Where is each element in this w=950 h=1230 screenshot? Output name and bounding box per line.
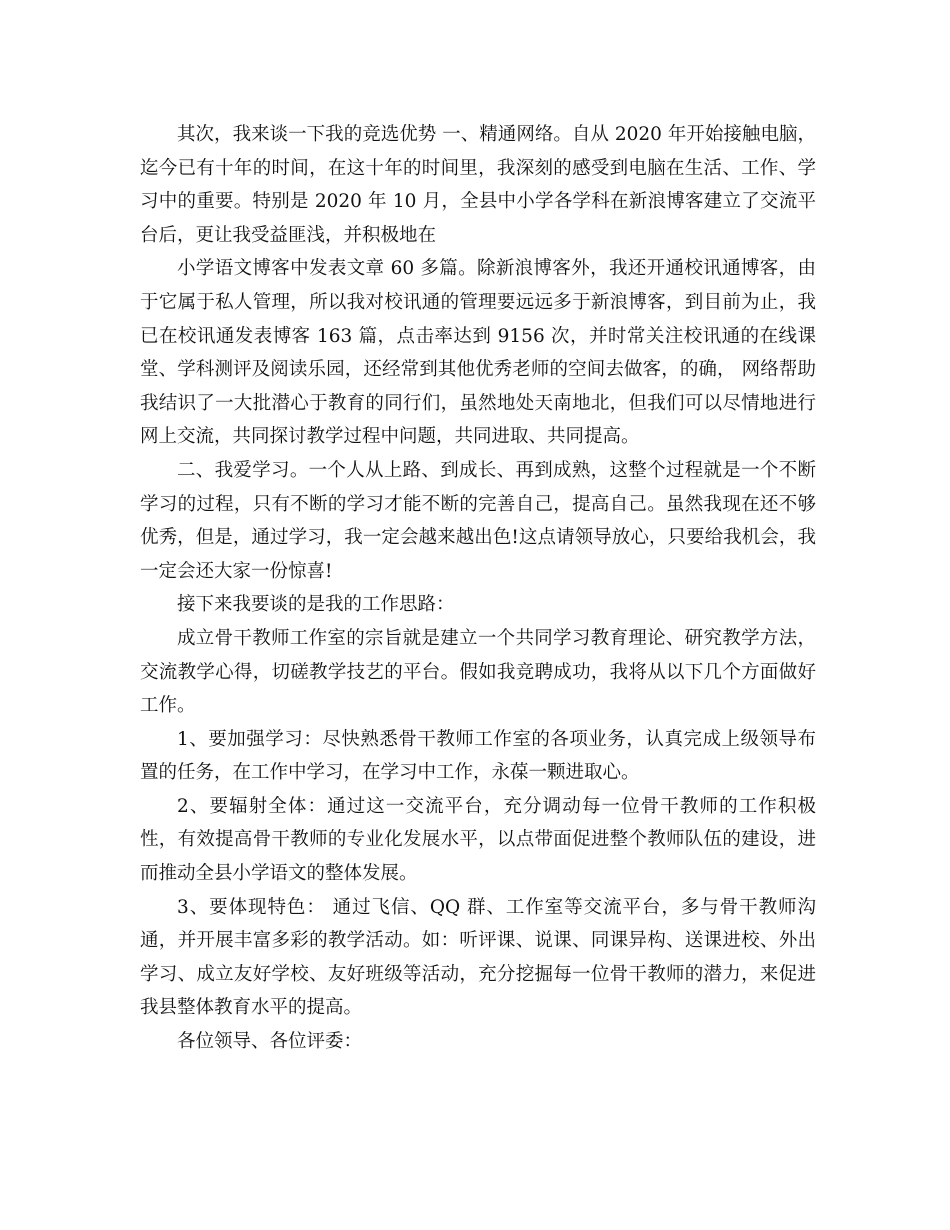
- paragraph-point-1: 1、要加强学习：尽快熟悉骨干教师工作室的各项业务，认真完成上级领导布置的任务，在工作中学习，在学习中工作，永葆一颗进取心。: [140, 728, 816, 784]
- paragraph-studio-purpose: 成立骨干教师工作室的宗旨就是建立一个共同学习教育理论、研究教学方法，交流教学心得，切磋教学技艺的平台。假如我竞聘成功，我将从以下几个方面做好工作。: [140, 627, 816, 717]
- paragraph-point-2: 2、要辐射全体：通过这一交流平台，充分调动每一位骨干教师的工作积极性，有效提高骨干教师的专业化发展水平，以点带面促进整个教师队伍的建设，进而推动全县小学语文的整体发展。: [140, 795, 816, 885]
- paragraph-closing-address: 各位领导、各位评委：: [177, 1031, 363, 1053]
- document-page: [140, 118, 816, 1059]
- paragraph-work-ideas-intro: 接下来我要谈的是我的工作思路：: [177, 594, 455, 616]
- paragraph-point-3: 3、要体现特色： 通过飞信、QQ 群、工作室等交流平台，多与骨干教师沟通，并开展丰富多彩的教学活动。如：听评课、说课、同课异构、送课进校、外出学习、成立友好学校、友好班级等活动，充分挖掘每一位骨干教师的潜力，来促进我县整体教育水平的提高。: [140, 896, 816, 1019]
- paragraph-love-learning: 二、我爱学习。一个人从上路、到成长、再到成熟，这整个过程就是一个不断学习的过程，只有不断的学习才能不断的完善自己，提高自己。虽然我现在还不够优秀，但是，通过学习，我一定会越来越出色!这点请领导放心，只要给我机会，我一定会还大家一份惊喜!: [140, 459, 816, 582]
- paragraph-advantage-network: 其次，我来谈一下我的竞选优势 一、精通网络。自从 2020 年开始接触电脑，迄今已有十年的时间，在这十年的时间里，我深刻的感受到电脑在生活、工作、学习中的重要。特别是 2020 年 10 月，全县中小学各学科在新浪博客建立了交流平台后，更让我受益匪浅，并积极地在: [140, 124, 816, 246]
- paragraph-blog-details: 小学语文博客中发表文章 60 多篇。除新浪博客外，我还开通校讯通博客，由于它属于私人管理，所以我对校讯通的管理要远远多于新浪博客，到目前为止，我已在校讯通发表博客 163 篇，点击率达到 9156 次，并时常关注校讯通的在线课堂、学科测评及阅读乐园，还经常到其他优秀老师的空间去做客，的确， 网络帮助我结识了一大批潜心于教育的同行们，虽然地处天南地北，但我们可以尽情地进行网上交流，共同探讨教学过程中问题，共同进取、共同提高。: [140, 258, 816, 448]
